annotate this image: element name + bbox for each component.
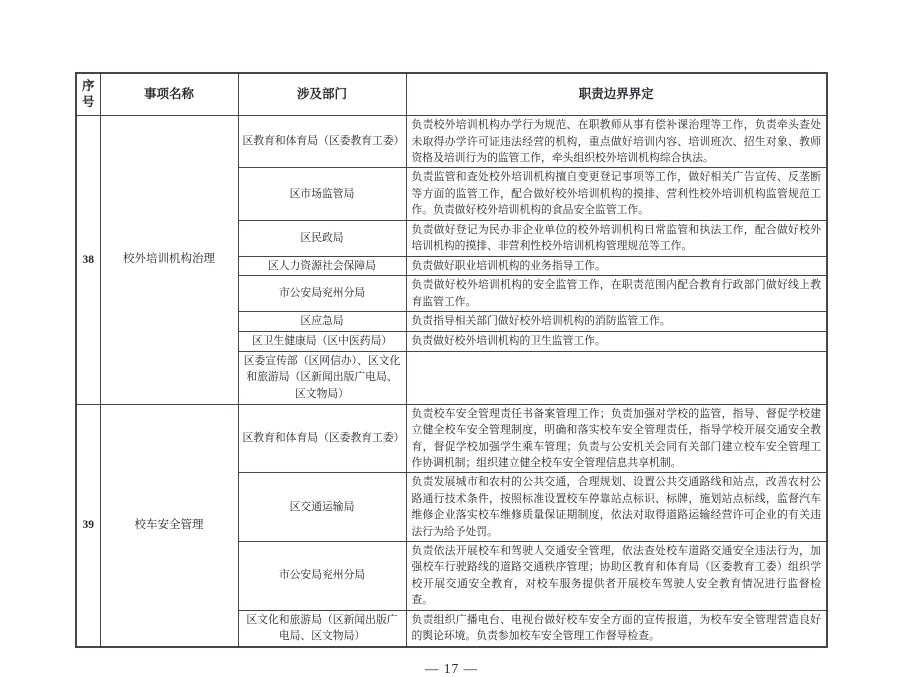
department-cell: 区文化和旅游局（区新闻出版广电局、区文物局） <box>238 610 406 647</box>
department-cell: 市公安局兖州分局 <box>238 276 406 312</box>
table-header <box>76 73 827 116</box>
department-cell: 区民政局 <box>238 220 406 256</box>
duty-cell: 负责校外培训机构办学行为规范、在职教师从事有偿补课治理等工作，负责牵头查处未取得办学许可证违法经营的机构，重点做好培训内容、培训班次、招生对象、教师资格及培训行为的监管工作，牵头组织校外培训机构综合执法。 <box>406 116 827 168</box>
department-cell: 区人力资源社会保障局 <box>238 256 406 276</box>
header-row <box>76 73 827 116</box>
table-body <box>76 116 827 647</box>
duty-cell: 负责做好登记为民办非企业单位的校外培训机构日常监管和执法工作，配合做好校外培训机构的摸排、非营利性校外培训机构管理规范等工作。 <box>406 220 827 256</box>
header-cell-departments: 涉及部门 <box>238 73 406 116</box>
duty-cell: 负责做好职业培训机构的业务指导工作。 <box>406 256 827 276</box>
department-cell: 区交通运输局 <box>238 473 406 542</box>
responsibility-table <box>75 72 828 648</box>
duty-cell: 负责校车安全管理责任书备案管理工作；负责加强对学校的监管，指导、督促学校建立健全校车安全管理制度，明确和落实校车安全管理责任，指导学校开展交通安全教育，督促学校加强学生乘车管理；负责与公安机关会同有关部门建立校车安全管理工作协调机制；组织建立健全校车安全管理信息共享机制。 <box>406 404 827 473</box>
department-cell: 区委宣传部（区网信办）、区文化和旅游局（区新闻出版广电局、区文物局） <box>238 351 406 404</box>
duty-cell <box>406 351 827 404</box>
header-cell-item-name: 事项名称 <box>100 73 238 116</box>
table-row <box>76 116 827 168</box>
item-name: 校外培训机构治理 <box>100 116 238 404</box>
duty-cell: 负责指导相关部门做好校外培训机构的消防监管工作。 <box>406 312 827 332</box>
department-cell: 区教育和体育局（区委教育工委） <box>238 404 406 473</box>
duty-cell: 负责发展城市和农村的公共交通，合理规划、设置公共交通路线和站点，改善农村公路通行技术条件，按照标准设置校车停靠站点标识、标牌，施划站点标线，监督汽车维修企业落实校车维修质量保证期制度，依法对取得道路运输经营许可企业的有关违法行为给予处罚。 <box>406 473 827 542</box>
department-cell: 区教育和体育局（区委教育工委） <box>238 116 406 168</box>
department-cell: 区市场监管局 <box>238 168 406 220</box>
department-cell: 区卫生健康局（区中医药局） <box>238 331 406 351</box>
item-index: 39 <box>76 404 100 647</box>
department-cell: 市公安局兖州分局 <box>238 541 406 610</box>
table-row <box>76 404 827 473</box>
duty-cell: 负责监管和查处校外培训机构擅自变更登记事项等工作，做好相关广告宣传、反垄断等方面的监管工作，配合做好校外培训机构的摸排、营利性校外培训机构监管规范工作。负责做好校外培训机构的食品安全监管工作。 <box>406 168 827 220</box>
item-index: 38 <box>76 116 100 404</box>
item-name: 校车安全管理 <box>100 404 238 647</box>
duty-cell: 负责做好校外培训机构的卫生监管工作。 <box>406 331 827 351</box>
page-number: — 17 — <box>424 661 479 677</box>
header-cell-duty: 职责边界界定 <box>406 73 827 116</box>
header-cell-index: 序号 <box>76 73 100 116</box>
department-cell: 区应急局 <box>238 312 406 332</box>
duty-cell: 负责依法开展校车和驾驶人交通安全管理，依法查处校车道路交通安全违法行为，加强校车行驶路线的道路交通秩序管理；协助区教育和体育局（区委教育工委）组织学校开展交通安全教育，对校车服务提供者开展校车驾驶人安全教育情况进行监督检查。 <box>406 541 827 610</box>
duty-cell: 负责组织广播电台、电视台做好校车安全方面的宣传报道，为校车安全管理营造良好的舆论环境。负责参加校车安全管理工作督导检查。 <box>406 610 827 647</box>
duty-cell: 负责做好校外培训机构的安全监管工作，在职责范围内配合教育行政部门做好线上教育监管工作。 <box>406 276 827 312</box>
